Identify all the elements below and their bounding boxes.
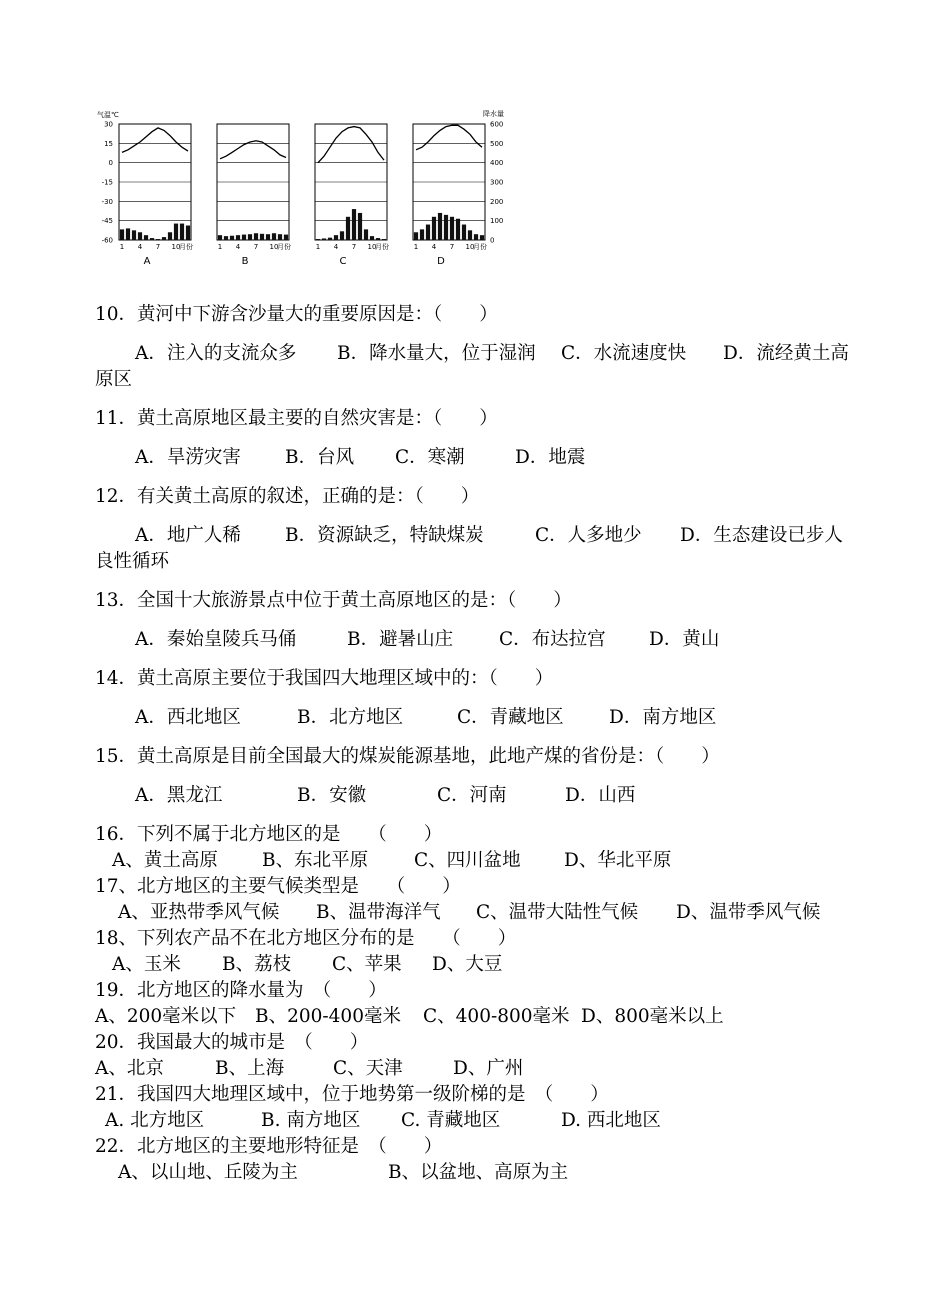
- precip-bar: [468, 230, 472, 240]
- question-15-options: [135, 783, 635, 809]
- precip-tick-label: 100: [490, 217, 504, 226]
- precip-bar: [236, 235, 240, 240]
- precip-bar: [180, 224, 184, 240]
- q16-option-c[interactable]: C、四川盆地: [414, 850, 521, 871]
- month-tick-label: 7: [155, 243, 161, 251]
- question-11-options: [135, 445, 585, 471]
- month-tick-label: 10: [269, 243, 279, 251]
- temp-tick-label: -30: [101, 197, 113, 206]
- question-13-stem: 13．全国十大旅游景点中位于黄土高原地区的是：（ ）: [95, 590, 572, 611]
- question-20-options: [95, 1056, 523, 1082]
- question-13-options: [135, 627, 719, 653]
- temp-tick-label: 0: [108, 159, 113, 168]
- question-21-stem: 21．我国四大地理区域中，位于地势第一级阶梯的是 （ ）: [95, 1084, 609, 1105]
- precip-bar: [186, 226, 190, 241]
- precip-bar: [420, 229, 424, 240]
- precip-bar: [456, 219, 460, 240]
- month-tick-label: 10: [367, 243, 377, 251]
- question-18-options: [112, 952, 502, 978]
- q16-option-a[interactable]: A、黄土高原: [112, 850, 218, 871]
- q15-option-a[interactable]: A．黑龙江: [135, 785, 223, 806]
- question-17-options: [118, 900, 820, 926]
- precip-tick-label: 500: [490, 139, 504, 148]
- precip-bar: [218, 235, 222, 240]
- precip-bar: [426, 225, 430, 240]
- chart-panel-label: A: [143, 256, 151, 267]
- month-tick-label: 1: [413, 243, 419, 251]
- chart-panel-label: B: [241, 256, 249, 267]
- precip-bar: [462, 225, 466, 240]
- precip-bar: [316, 239, 320, 240]
- q20-option-a[interactable]: A、北京: [95, 1058, 164, 1079]
- month-tick-label: 4: [137, 243, 143, 251]
- q14-option-b[interactable]: B．北方地区: [297, 707, 404, 728]
- precip-bar: [162, 237, 166, 240]
- precip-bar: [266, 234, 270, 240]
- q11-option-b[interactable]: B．台风: [285, 447, 355, 468]
- month-tick-label: 1: [119, 243, 125, 251]
- precip-tick-label: 400: [490, 159, 504, 168]
- question-10-stem: 10．黄河中下游含沙量大的重要原因是：（ ）: [95, 304, 498, 325]
- q14-option-d[interactable]: D．南方地区: [609, 707, 717, 728]
- q16-option-b[interactable]: B、东北平原: [262, 850, 369, 871]
- q14-option-a[interactable]: A．西北地区: [135, 707, 241, 728]
- q19-option-d[interactable]: D、800毫米以上: [581, 1006, 724, 1027]
- q21-option-a[interactable]: A. 北方地区: [105, 1110, 205, 1131]
- precip-bar: [278, 234, 282, 240]
- precip-bar: [358, 213, 362, 240]
- question-17-stem: 17、北方地区的主要气候类型是 （ ）: [95, 876, 461, 897]
- month-tick-label: 4: [235, 243, 241, 251]
- precip-bar: [364, 229, 368, 240]
- month-tick-label: 4: [333, 243, 339, 251]
- precip-bar: [168, 232, 172, 240]
- temp-tick-label: 30: [104, 120, 113, 129]
- q21-option-c[interactable]: C. 青藏地区: [401, 1110, 501, 1131]
- q21-option-d[interactable]: D. 西北地区: [561, 1110, 661, 1131]
- q22-option-a[interactable]: A、以山地、丘陵为主: [118, 1162, 298, 1183]
- month-tick-label: 4: [431, 243, 437, 251]
- right-axis-title: 降水量: [483, 110, 504, 118]
- question-22-stem: 22．北方地区的主要地形特征是 （ ）: [95, 1136, 443, 1157]
- q17-option-a[interactable]: A、亚热带季风气候: [118, 902, 280, 923]
- q20-option-b[interactable]: B、上海: [215, 1058, 285, 1079]
- temp-tick-label: 15: [104, 139, 113, 148]
- q19-option-c[interactable]: C、400-800毫米: [423, 1006, 570, 1027]
- precip-bar: [272, 233, 276, 240]
- q22-option-b[interactable]: B、以盆地、高原为主: [388, 1162, 569, 1183]
- precip-bar: [224, 236, 228, 240]
- precip-bar: [382, 239, 386, 240]
- month-tick-label: 月份: [473, 243, 487, 251]
- month-tick-label: 7: [449, 243, 455, 251]
- q14-option-c[interactable]: C．青藏地区: [457, 707, 564, 728]
- temperature-line: [122, 128, 188, 152]
- precip-bar: [376, 238, 380, 240]
- q17-option-c[interactable]: C、温带大陆性气候: [476, 902, 639, 923]
- precip-bar: [138, 232, 142, 240]
- q13-option-d[interactable]: D．黄山: [649, 629, 720, 650]
- precip-bar: [260, 234, 264, 240]
- q10-option-b[interactable]: B．降水量大，位于湿润: [337, 343, 536, 364]
- q13-option-c[interactable]: C．布达拉宫: [499, 629, 606, 650]
- question-10-options: [135, 341, 849, 367]
- climate-chart-b: [217, 124, 291, 267]
- temp-tick-label: -45: [101, 217, 113, 226]
- q13-option-b[interactable]: B．避暑山庄: [347, 629, 454, 650]
- question-12-options: [135, 523, 843, 549]
- question-11-stem: 11．黄土高原地区最主要的自然灾害是：（ ）: [95, 408, 498, 429]
- q10-option-d[interactable]: D．流经黄土高: [723, 343, 849, 364]
- q12-option-d[interactable]: D．生态建设已步人: [680, 525, 843, 546]
- question-12-stem: 12．有关黄土高原的叙述，正确的是：（ ）: [95, 486, 480, 507]
- precip-bar: [174, 224, 178, 240]
- q10-option-d-continuation: 原区: [95, 369, 133, 390]
- precip-tick-label: 0: [490, 236, 495, 245]
- month-tick-label: 1: [315, 243, 321, 251]
- question-14-options: [135, 705, 716, 731]
- precip-bar: [328, 238, 332, 240]
- q11-option-c[interactable]: C．寒潮: [395, 447, 465, 468]
- precip-tick-label: 200: [490, 197, 504, 206]
- question-16-stem: 16．下列不属于北方地区的是 （ ）: [95, 824, 443, 845]
- month-tick-label: 1: [217, 243, 223, 251]
- precip-bar: [156, 239, 160, 240]
- precip-bar: [126, 228, 130, 240]
- q10-option-c[interactable]: C．水流速度快: [561, 343, 687, 364]
- q19-option-a[interactable]: A、200毫米以下: [95, 1006, 237, 1027]
- temp-tick-label: -15: [101, 178, 113, 187]
- climate-chart-d: [413, 124, 487, 267]
- question-20-stem: 20．我国最大的城市是 （ ）: [95, 1032, 369, 1053]
- precip-bar: [450, 217, 454, 240]
- month-tick-label: 月份: [277, 243, 291, 251]
- precip-bar: [370, 236, 374, 240]
- temperature-line: [318, 127, 384, 163]
- precip-bar: [444, 215, 448, 240]
- left-axis-title: 气温℃: [97, 111, 119, 119]
- q15-option-b[interactable]: B．安徽: [297, 785, 367, 806]
- q21-option-b[interactable]: B. 南方地区: [261, 1110, 361, 1131]
- question-19-stem: 19．北方地区的降水量为 （ ）: [95, 980, 387, 1001]
- q12-option-a[interactable]: A．地广人稀: [135, 525, 241, 546]
- chart-panel-label: D: [437, 256, 445, 267]
- q18-option-a[interactable]: A、玉米: [112, 954, 181, 975]
- temperature-line: [416, 125, 482, 150]
- climate-charts-svg: [95, 108, 525, 268]
- q20-option-d[interactable]: D、广州: [453, 1058, 524, 1079]
- precip-bar: [230, 236, 234, 240]
- month-tick-label: 7: [351, 243, 357, 251]
- q17-option-d[interactable]: D、温带季风气候: [676, 902, 821, 923]
- question-22-options: [118, 1160, 568, 1186]
- q18-option-c[interactable]: C、苹果: [332, 954, 402, 975]
- precip-bar: [438, 213, 442, 240]
- q20-option-c[interactable]: C、天津: [333, 1058, 403, 1079]
- chart-panel-label: C: [339, 256, 347, 267]
- precip-bar: [480, 235, 484, 240]
- precip-bar: [432, 217, 436, 240]
- temp-tick-label: -60: [101, 236, 113, 245]
- precip-bar: [248, 234, 252, 240]
- question-21-options: [105, 1108, 661, 1134]
- q15-option-d[interactable]: D．山西: [565, 785, 636, 806]
- precip-bar: [242, 235, 246, 240]
- q12-option-c[interactable]: C．人多地少: [535, 525, 642, 546]
- precip-bar: [334, 235, 338, 240]
- question-15-stem: 15．黄土高原是目前全国最大的煤炭能源基地，此地产煤的省份是：（ ）: [95, 746, 720, 767]
- precip-bar: [352, 209, 356, 240]
- q17-option-b[interactable]: B、温带海洋气: [316, 902, 441, 923]
- q10-option-a[interactable]: A．注入的支流众多: [135, 343, 297, 364]
- q18-option-b[interactable]: B、荔枝: [222, 954, 292, 975]
- climate-charts-figure: [95, 108, 525, 268]
- precip-tick-label: 300: [490, 178, 504, 187]
- precip-bar: [346, 217, 350, 240]
- month-tick-label: 10: [465, 243, 475, 251]
- precip-bar: [144, 235, 148, 240]
- month-tick-label: 月份: [179, 243, 193, 251]
- q12-option-d-continuation: 良性循环: [95, 551, 170, 572]
- precip-bar: [322, 238, 326, 240]
- question-16-options: [112, 848, 671, 874]
- climate-chart-c: [315, 124, 389, 267]
- month-tick-label: 10: [171, 243, 181, 251]
- precip-bar: [132, 230, 136, 240]
- question-19-options: [95, 1004, 724, 1030]
- precip-bar: [150, 238, 154, 240]
- precip-bar: [474, 234, 478, 240]
- climate-chart-a: [119, 124, 193, 267]
- month-tick-label: 月份: [375, 243, 389, 251]
- precip-bar: [340, 231, 344, 240]
- precip-bar: [414, 232, 418, 240]
- question-14-stem: 14．黄土高原主要位于我国四大地理区域中的：（ ）: [95, 668, 554, 689]
- question-18-stem: 18、下列农产品不在北方地区分布的是 （ ）: [95, 928, 517, 949]
- precip-bar: [254, 233, 258, 240]
- precip-bar: [120, 229, 124, 240]
- q11-option-d[interactable]: D．地震: [515, 447, 586, 468]
- q12-option-b[interactable]: B．资源缺乏，特缺煤炭: [285, 525, 484, 546]
- q11-option-a[interactable]: A．旱涝灾害: [135, 447, 241, 468]
- q19-option-b[interactable]: B、200-400毫米: [255, 1006, 401, 1027]
- q18-option-d[interactable]: D、大豆: [432, 954, 503, 975]
- q16-option-d[interactable]: D、华北平原: [564, 850, 672, 871]
- month-tick-label: 7: [253, 243, 259, 251]
- precip-tick-label: 600: [490, 120, 504, 129]
- q13-option-a[interactable]: A．秦始皇陵兵马俑: [135, 629, 297, 650]
- q15-option-c[interactable]: C．河南: [437, 785, 507, 806]
- precip-bar: [284, 235, 288, 240]
